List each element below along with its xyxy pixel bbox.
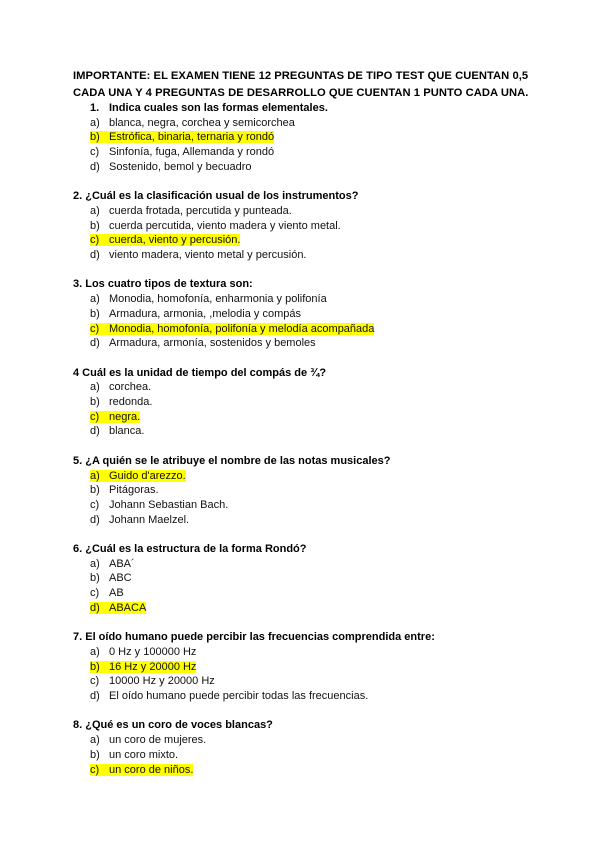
answer-option-correct bbox=[73, 233, 543, 248]
answer-option bbox=[73, 292, 543, 307]
answer-option bbox=[73, 733, 543, 748]
option-highlight bbox=[90, 117, 295, 129]
answer-option bbox=[73, 748, 543, 763]
question-text: 4 Cuál es la unidad de tiempo del compás de ¾? bbox=[73, 366, 327, 379]
option-highlight bbox=[90, 249, 307, 261]
answer-option bbox=[73, 586, 543, 601]
option-letter: d) bbox=[90, 513, 100, 526]
option-text: un coro mixto. bbox=[109, 748, 179, 761]
answer-option-correct bbox=[73, 763, 543, 778]
option-highlight bbox=[90, 661, 196, 673]
question-text: 6. ¿Cuál es la estructura de la forma Rondó? bbox=[73, 543, 307, 556]
question-list bbox=[73, 101, 543, 777]
answer-option bbox=[73, 483, 543, 498]
option-letter: c) bbox=[90, 322, 100, 335]
option-letter: b) bbox=[90, 307, 100, 320]
option-text: cuerda, viento y percusión. bbox=[109, 234, 241, 247]
answer-option bbox=[73, 513, 543, 528]
answer-option bbox=[73, 571, 543, 586]
question-title bbox=[73, 366, 543, 381]
option-text: Armadura, armonia, ,melodia y compás bbox=[109, 307, 301, 320]
option-letter: b) bbox=[90, 219, 100, 232]
option-text: redonda. bbox=[109, 396, 153, 409]
option-highlight bbox=[90, 690, 368, 702]
option-highlight bbox=[90, 308, 301, 320]
option-letter: a) bbox=[90, 293, 100, 306]
question-title bbox=[73, 718, 543, 733]
option-highlight bbox=[90, 587, 124, 599]
option-letter: d) bbox=[90, 601, 100, 614]
option-letter: a) bbox=[90, 557, 100, 570]
option-letter: b) bbox=[90, 484, 100, 497]
option-text: viento madera, viento metal y percusión. bbox=[109, 249, 307, 262]
option-highlight bbox=[90, 293, 327, 305]
option-letter: c) bbox=[90, 498, 100, 511]
question-text: 7. El oído humano puede percibir las frecuencias comprendida entre: bbox=[73, 631, 435, 644]
question-block bbox=[73, 277, 543, 351]
answer-option-correct bbox=[73, 469, 543, 484]
option-text: cuerda percutida, viento madera y viento metal. bbox=[109, 219, 341, 232]
question-text: 3. Los cuatro tipos de textura son: bbox=[73, 278, 253, 291]
option-text: corchea. bbox=[109, 381, 152, 394]
option-text: AB bbox=[109, 587, 124, 600]
option-letter: c) bbox=[90, 234, 100, 247]
option-letter: b) bbox=[90, 572, 100, 585]
option-letter: c) bbox=[90, 587, 100, 600]
option-highlight bbox=[90, 161, 251, 173]
option-highlight bbox=[90, 484, 159, 496]
option-text: 0 Hz y 100000 Hz bbox=[109, 645, 197, 658]
answer-option bbox=[73, 336, 543, 351]
question-text: 5. ¿A quién se le atribuye el nombre de las notas musicales? bbox=[73, 454, 391, 467]
option-text: Estrófica, binaria, ternaria y rondó bbox=[109, 131, 275, 144]
option-text: negra. bbox=[109, 410, 141, 423]
option-letter: c) bbox=[90, 675, 100, 688]
question-block bbox=[73, 189, 543, 263]
option-letter: b) bbox=[90, 131, 100, 144]
answer-option bbox=[73, 248, 543, 263]
option-text: Sostenido, bemol y becuadro bbox=[109, 160, 252, 173]
option-highlight bbox=[90, 514, 189, 526]
option-text: 10000 Hz y 20000 Hz bbox=[109, 675, 215, 688]
answer-option bbox=[73, 380, 543, 395]
exam-instructions-line-2: CADA UNA Y 4 PREGUNTAS DE DESARROLLO QUE CUENTAN 1 PUNTO CADA UNA. bbox=[73, 86, 529, 99]
option-letter: a) bbox=[90, 381, 100, 394]
option-text: Monodia, homofonía, enharmonia y polifonía bbox=[109, 293, 327, 306]
answer-option-correct bbox=[73, 130, 543, 145]
option-letter: d) bbox=[90, 690, 100, 703]
option-highlight bbox=[90, 749, 178, 761]
answer-option bbox=[73, 674, 543, 689]
option-text: ABA´ bbox=[109, 557, 135, 570]
question-title bbox=[73, 101, 543, 116]
answer-option bbox=[73, 307, 543, 322]
option-highlight bbox=[90, 337, 316, 349]
question-title bbox=[73, 542, 543, 557]
answer-option bbox=[73, 219, 543, 234]
option-highlight bbox=[90, 646, 196, 658]
option-text: Johann Sebastian Bach. bbox=[109, 498, 229, 511]
question-title bbox=[73, 277, 543, 292]
option-highlight bbox=[90, 572, 132, 584]
option-text: Pitágoras. bbox=[109, 484, 159, 497]
question-title bbox=[73, 454, 543, 469]
question-block bbox=[73, 366, 543, 440]
exam-document bbox=[73, 68, 543, 777]
option-letter: a) bbox=[90, 645, 100, 658]
option-highlight bbox=[90, 131, 274, 143]
option-letter: a) bbox=[90, 469, 100, 482]
option-text: Armadura, armonía, sostenidos y bemoles bbox=[109, 337, 316, 350]
option-text: Sinfonía, fuga, Allemanda y rondó bbox=[109, 146, 275, 159]
option-letter: c) bbox=[90, 763, 100, 776]
question-block bbox=[73, 542, 543, 616]
option-highlight bbox=[90, 323, 374, 335]
option-highlight bbox=[90, 470, 186, 482]
option-text: Johann Maelzel. bbox=[109, 513, 190, 526]
question-block bbox=[73, 101, 543, 175]
answer-option bbox=[73, 645, 543, 660]
option-text: blanca. bbox=[109, 425, 145, 438]
answer-option bbox=[73, 160, 543, 175]
option-letter: d) bbox=[90, 249, 100, 262]
answer-option bbox=[73, 145, 543, 160]
option-text: ABC bbox=[109, 572, 132, 585]
question-block bbox=[73, 718, 543, 777]
option-text: Monodia, homofonía, polifonía y melodía acompañada bbox=[109, 322, 375, 335]
question-text: Indica cuales son las formas elementales. bbox=[109, 102, 328, 114]
option-letter: c) bbox=[90, 146, 100, 159]
option-letter: d) bbox=[90, 425, 100, 438]
answer-option bbox=[73, 204, 543, 219]
option-letter: d) bbox=[90, 160, 100, 173]
option-highlight bbox=[90, 146, 274, 158]
option-text: un coro de niños. bbox=[109, 763, 194, 776]
question-number: 1. bbox=[90, 102, 100, 114]
option-highlight bbox=[90, 764, 193, 776]
option-text: 16 Hz y 20000 Hz bbox=[109, 660, 197, 673]
question-title bbox=[73, 189, 543, 204]
answer-option-correct bbox=[73, 601, 543, 616]
answer-option bbox=[73, 395, 543, 410]
option-highlight bbox=[90, 234, 240, 246]
option-highlight bbox=[90, 734, 206, 746]
answer-option-correct bbox=[73, 322, 543, 337]
answer-option bbox=[73, 424, 543, 439]
question-text: 2. ¿Cuál es la clasificación usual de los instrumentos? bbox=[73, 190, 359, 203]
option-letter: a) bbox=[90, 116, 100, 129]
option-text: blanca, negra, corchea y semicorchea bbox=[109, 116, 295, 129]
question-block bbox=[73, 630, 543, 704]
option-text: Guido d'arezzo. bbox=[109, 469, 186, 482]
option-text: ABACA bbox=[109, 601, 147, 614]
option-letter: b) bbox=[90, 660, 100, 673]
option-highlight bbox=[90, 558, 135, 570]
option-highlight bbox=[90, 205, 292, 217]
option-letter: d) bbox=[90, 337, 100, 350]
option-letter: a) bbox=[90, 204, 100, 217]
answer-option bbox=[73, 498, 543, 513]
answer-option bbox=[73, 116, 543, 131]
option-letter: b) bbox=[90, 748, 100, 761]
option-highlight bbox=[90, 381, 151, 393]
question-block bbox=[73, 454, 543, 528]
option-text: El oído humano puede percibir todas las frecuencias. bbox=[109, 690, 369, 703]
question-title bbox=[73, 630, 543, 645]
option-letter: a) bbox=[90, 734, 100, 747]
answer-option-correct bbox=[73, 660, 543, 675]
option-letter: b) bbox=[90, 396, 100, 409]
option-text: cuerda frotada, percutida y punteada. bbox=[109, 204, 292, 217]
option-highlight bbox=[90, 220, 341, 232]
answer-option-correct bbox=[73, 410, 543, 425]
option-highlight bbox=[90, 499, 228, 511]
question-text: 8. ¿Qué es un coro de voces blancas? bbox=[73, 719, 273, 732]
option-highlight bbox=[90, 602, 146, 614]
option-text: un coro de mujeres. bbox=[109, 734, 207, 747]
exam-instructions-line-1: IMPORTANTE: EL EXAMEN TIENE 12 PREGUNTAS DE TIPO TEST QUE CUENTAN 0,5 bbox=[73, 70, 529, 82]
answer-option bbox=[73, 689, 543, 704]
option-highlight bbox=[90, 675, 215, 687]
option-highlight bbox=[90, 411, 140, 423]
answer-option bbox=[73, 557, 543, 572]
option-highlight bbox=[90, 396, 152, 408]
option-letter: c) bbox=[90, 410, 100, 423]
option-highlight bbox=[90, 425, 144, 437]
